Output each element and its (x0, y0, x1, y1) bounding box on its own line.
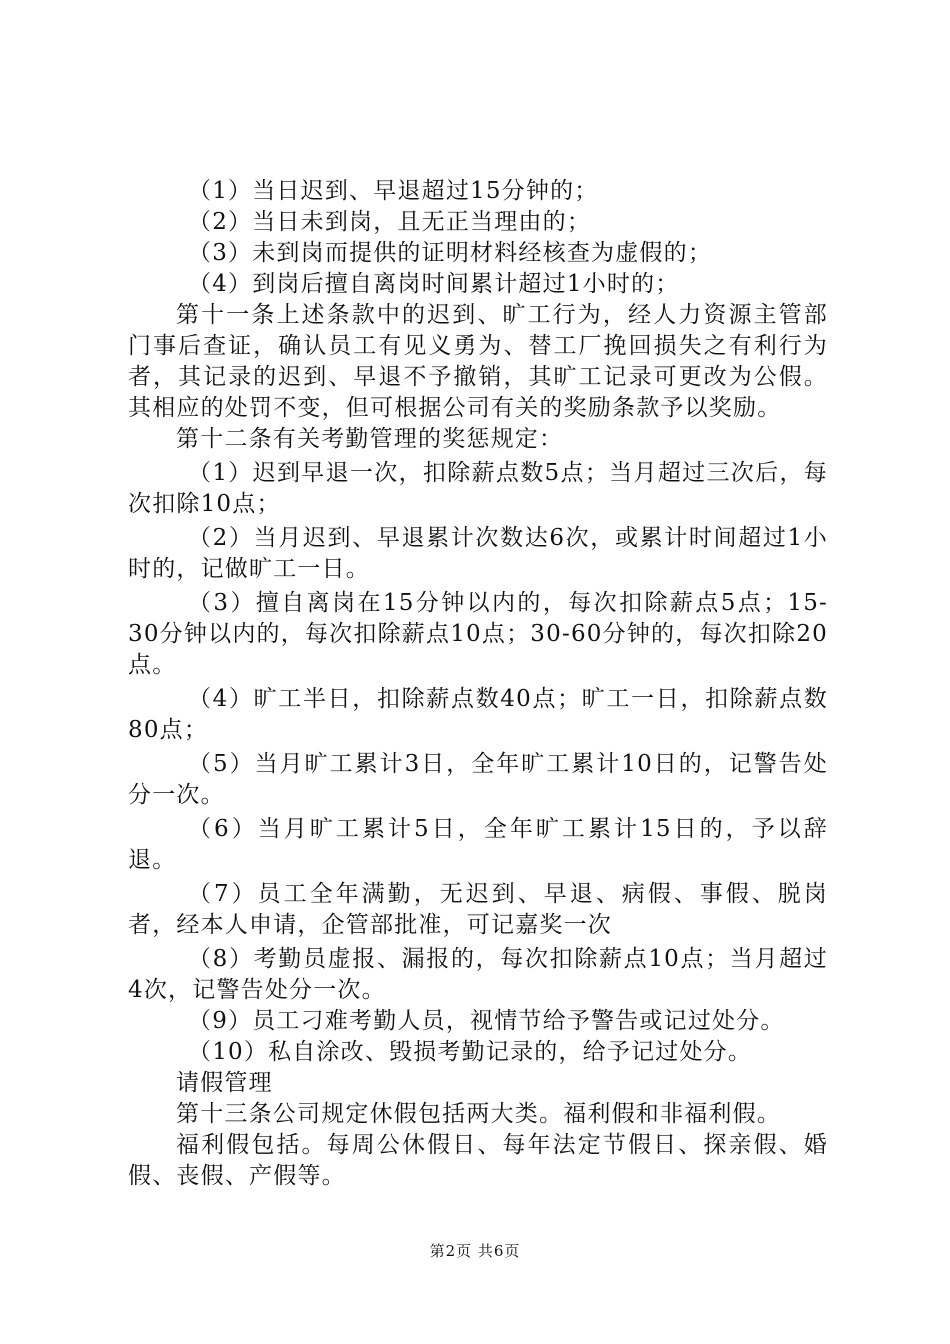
paragraph-2: （2）当日未到岗，且无正当理由的； (188, 209, 592, 235)
rule-8: （8）考勤员虚报、漏报的，每次扣除薪点10点；当月超过4次，记警告处分一次。 (128, 946, 828, 1003)
paragraph-3: （3）未到岗而提供的证明材料经核查为虚假的； (188, 240, 713, 266)
rule-10: （10）私自涂改、毁损考勤记录的，给予记过处分。 (188, 1039, 753, 1065)
rule-3: （3）擅自离岗在15分钟以内的，每次扣除薪点5点；15-30分钟以内的，每次扣除薪点10点；30-60分钟的，每次扣除20点。 (128, 590, 828, 678)
rule-2: （2）当月迟到、早退累计次数达6次，或累计时间超过1小时的，记做旷工一日。 (128, 525, 828, 582)
article-11: 第十一条上述条款中的迟到、旷工行为，经人力资源主管部门事后查证，确认员工有见义勇为、替工厂挽回损失之有利行为者，其记录的迟到、早退不予撤销，其旷工记录可更改为公假。其相应的处罚不变，但可根据公司有关的奖励条款予以奖励。 (128, 302, 828, 421)
article-13: 第十三条公司规定休假包括两大类。福利假和非福利假。 (176, 1101, 781, 1127)
rule-1: （1）迟到早退一次，扣除薪点数5点；当月超过三次后，每次扣除10点； (128, 460, 828, 517)
welfare-leave-list: 福利假包括。每周公休假日、每年法定节假日、探亲假、婚假、丧假、产假等。 (128, 1132, 828, 1189)
article-12-heading: 第十二条有关考勤管理的奖惩规定： (176, 426, 564, 452)
paragraph-1: （1）当日迟到、早退超过15分钟的； (188, 178, 599, 204)
rule-7: （7）员工全年满勤，无迟到、早退、病假、事假、脱岗者，经本人申请，企管部批准，可记嘉奖一次 (128, 881, 828, 938)
rule-5: （5）当月旷工累计3日，全年旷工累计10日的，记警告处分一次。 (128, 751, 828, 808)
rule-9: （9）员工刁难考勤人员，视情节给予警告或记过处分。 (188, 1008, 785, 1034)
rule-4: （4）旷工半日，扣除薪点数40点；旷工一日，扣除薪点数80点； (128, 686, 828, 743)
document-body (128, 176, 828, 1192)
page-number-footer: 第2页 共6页 (429, 1242, 521, 1260)
paragraph-4: （4）到岗后擅自离岗时间累计超过1小时的； (188, 271, 680, 297)
rule-6: （6）当月旷工累计5日，全年旷工累计15日的，予以辞退。 (128, 816, 828, 873)
section-leave-management: 请假管理 (176, 1070, 273, 1096)
